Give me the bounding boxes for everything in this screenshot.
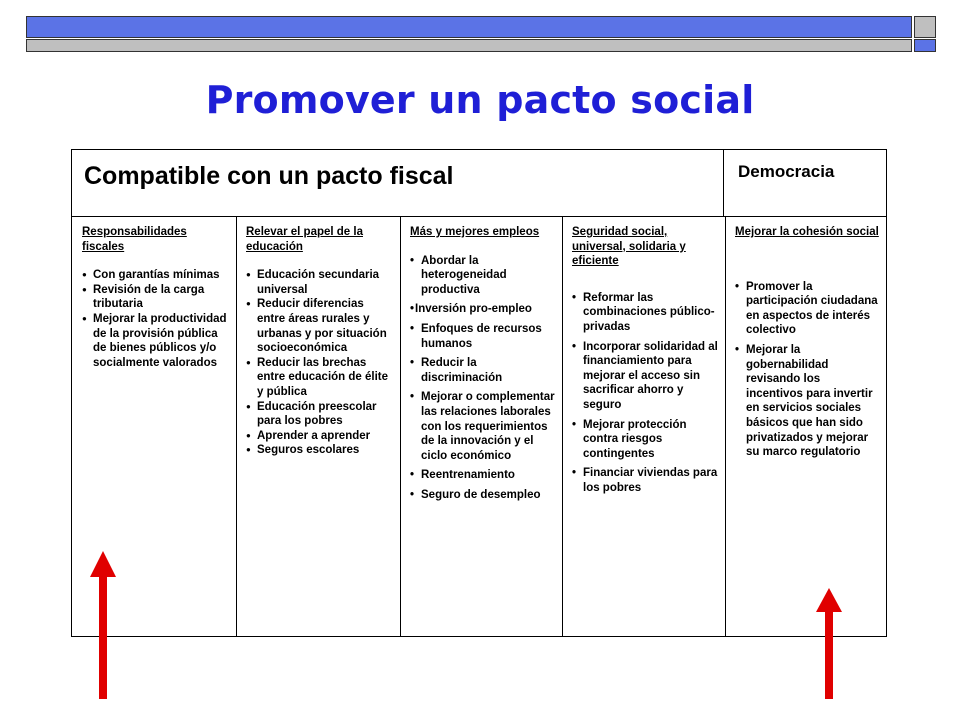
list-item: • Inversión pro-empleo [410,303,532,316]
list-item: ● Reducir diferencias entre áreas rurales y urbanas y por situación socioeconómica [246,298,387,355]
up-arrow-right-icon [816,588,842,699]
list-item: • Financiar viviendas para los pobres [572,467,718,494]
list-item: • Enfoques de recursos humanos [410,322,542,350]
bullet-icon: ● [246,299,251,309]
column-heading: Responsabilidades fiscales [82,226,187,253]
corner-square-blue [914,39,936,52]
bullet-icon: • [735,280,740,293]
bullet-icon: • [572,418,577,431]
column-heading: Seguridad social, universal, solidaria y eficiente [572,226,686,268]
bullet-icon: • [410,254,415,267]
list-item: ● Aprender a aprender [246,429,371,442]
bullet-icon: • [572,467,577,480]
column-empleos [400,217,562,636]
list-item: ● Educación preescolar para los pobres [246,400,377,428]
bullet-icon: • [410,357,415,370]
bullet-icon: ● [82,284,87,294]
list-item: • Reformar las combinaciones público-privadas [572,291,715,333]
column-heading: Mejorar la cohesión social [735,226,879,238]
corner-square-grey [914,16,936,38]
list-item: • Mejorar la gobernabilidad revisando los incentivos para invertir en servicios sociales básicos que han sido privatizados y mejorar su marco regulatorio [735,343,873,459]
list-item: • Mejorar protección contra riesgos contingentes [572,418,687,460]
bullet-icon: • [572,291,577,304]
bullet-icon: ● [246,445,251,455]
list-item: ● Reducir las brechas entre educación de élite y pública [246,356,389,398]
header-pacto-fiscal: Compatible con un pacto fiscal [72,150,724,217]
list-item: ● Mejorar la productividad de la provisión pública de bienes públicos y/o socialmente valorados [82,312,227,369]
list-item: ● Educación secundaria universal [246,269,380,296]
list-item: ● Revisión de la carga tributaria [82,283,205,311]
bullet-icon: • [735,343,740,356]
column-heading: Relevar el papel de la educación [246,226,363,253]
bullet-icon: ● [246,357,251,367]
bullet-icon: • [410,469,415,482]
bullet-icon: ● [246,270,251,280]
bullet-icon: ● [246,401,251,411]
list-item: • Incorporar solidaridad al financiamiento para mejorar el acceso sin sacrificar ahorro y seguro [572,340,718,411]
list-item: • Reducir la discriminación [410,357,503,384]
column-cohesion-social [725,217,886,636]
page-title: Promover un pacto social [205,78,755,122]
bullet-icon: ● [82,313,87,323]
up-arrow-left-icon [90,551,116,699]
bullet-icon: • [410,322,415,335]
list-item: • Reentrenamiento [410,469,515,482]
list-item: • Mejorar o complementar las relaciones laborales con los requerimientos de la innovación y el ciclo económico [410,391,555,462]
column-educacion [236,217,400,636]
list-item: ● Con garantías mínimas [82,269,220,282]
bullet-icon: • [410,488,415,501]
bullet-icon: • [410,391,415,404]
list-item: ● Seguros escolares [246,444,360,457]
bullet-icon: • [572,340,577,353]
bullet-icon: ● [246,430,251,440]
column-seguridad-social [562,217,725,636]
bullet-icon: ● [82,270,87,280]
list-item: • Seguro de desempleo [410,488,541,501]
top-bar-grey [26,39,912,52]
top-bar-blue [26,16,912,38]
list-item: • Abordar la heterogeneidad productiva [410,254,507,296]
bullet-icon: • [410,303,415,316]
list-item: • Promover la participación ciudadana en aspectos de interés colectivo [735,280,878,337]
pacto-table [71,149,887,637]
column-heading: Más y mejores empleos [410,226,540,238]
header-democracia: Democracia [724,150,886,217]
